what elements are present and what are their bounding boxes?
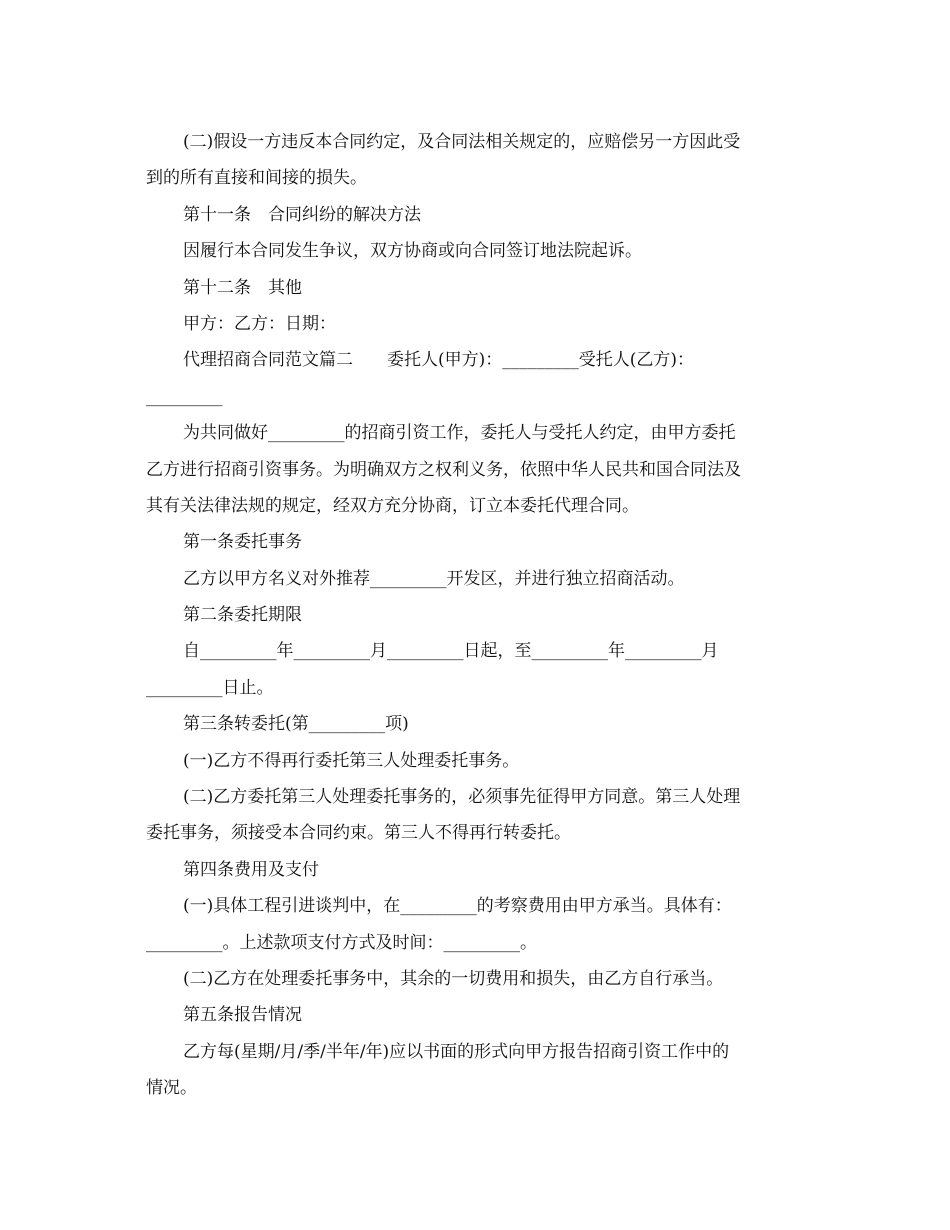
- clause-10-item-2-line-2: 到的所有直接和间接的损失。: [146, 168, 367, 189]
- article-4-heading: 第四条费用及支付: [183, 859, 319, 880]
- preamble-line-1: 为共同做好_________的招商引资工作，委托人与受托人约定，由甲方委托: [183, 423, 736, 444]
- contract-two-parties-line-2: _________: [146, 386, 223, 407]
- article-3-item-2-line-1: (二)乙方委托第三人处理委托事务的，必须事先征得甲方同意。第三人处理: [183, 787, 741, 808]
- article-4-item-1-line-1: (一)具体工程引进谈判中，在_________的考察费用由甲方承当。具体有：: [183, 896, 732, 917]
- contract-two-parties-line-1: 代理招商合同范文篇二 委托人(甲方)：_________受托人(乙方)：: [183, 350, 695, 371]
- clause-11-heading: 第十一条 合同纠纷的解决方法: [183, 204, 421, 225]
- article-2-text-line-2: _________日止。: [146, 677, 274, 698]
- clause-11-text: 因履行本合同发生争议，双方协商或向合同签订地法院起诉。: [183, 241, 642, 262]
- clause-10-item-2-line-1: (二)假设一方违反本合同约定，及合同法相关规定的，应赔偿另一方因此受: [183, 132, 741, 152]
- article-1-heading: 第一条委托事务: [183, 532, 302, 553]
- article-4-item-1-line-2: _________。上述款项支付方式及时间：_________。: [146, 932, 537, 953]
- document-body: [146, 124, 806, 1107]
- article-1-text: 乙方以甲方名义对外推荐_________开发区，并进行独立招商活动。: [183, 568, 685, 589]
- article-2-heading: 第二条委托期限: [183, 605, 302, 626]
- article-2-text-line-1: 自_________年_________月_________日起，至_________年_________月: [183, 641, 719, 662]
- article-3-item-2-line-2: 委托事务，须接受本合同约束。第三人不得再行转委托。: [146, 823, 571, 844]
- article-5-text-line-1: 乙方每(星期/月/季/半年/年)应以书面的形式向甲方报告招商引资工作中的: [183, 1041, 730, 1062]
- preamble-line-3: 其有关法律法规的规定，经双方充分协商，订立本委托代理合同。: [146, 495, 639, 516]
- article-5-text-line-2: 情况。: [146, 1078, 197, 1099]
- article-5-heading: 第五条报告情况: [183, 1005, 302, 1026]
- preamble-line-2: 乙方进行招商引资事务。为明确双方之权利义务，依照中华人民共和国合同法及: [146, 459, 741, 480]
- article-3-heading: 第三条转委托(第_________项): [183, 714, 409, 735]
- signature-line: 甲方：乙方：日期：: [183, 313, 336, 334]
- article-3-item-1: (一)乙方不得再行委托第三人处理委托事务。: [183, 750, 520, 771]
- clause-12-heading: 第十二条 其他: [183, 277, 302, 298]
- article-4-item-2: (二)乙方在处理委托事务中，其余的一切费用和损失，由乙方自行承当。: [183, 968, 724, 989]
